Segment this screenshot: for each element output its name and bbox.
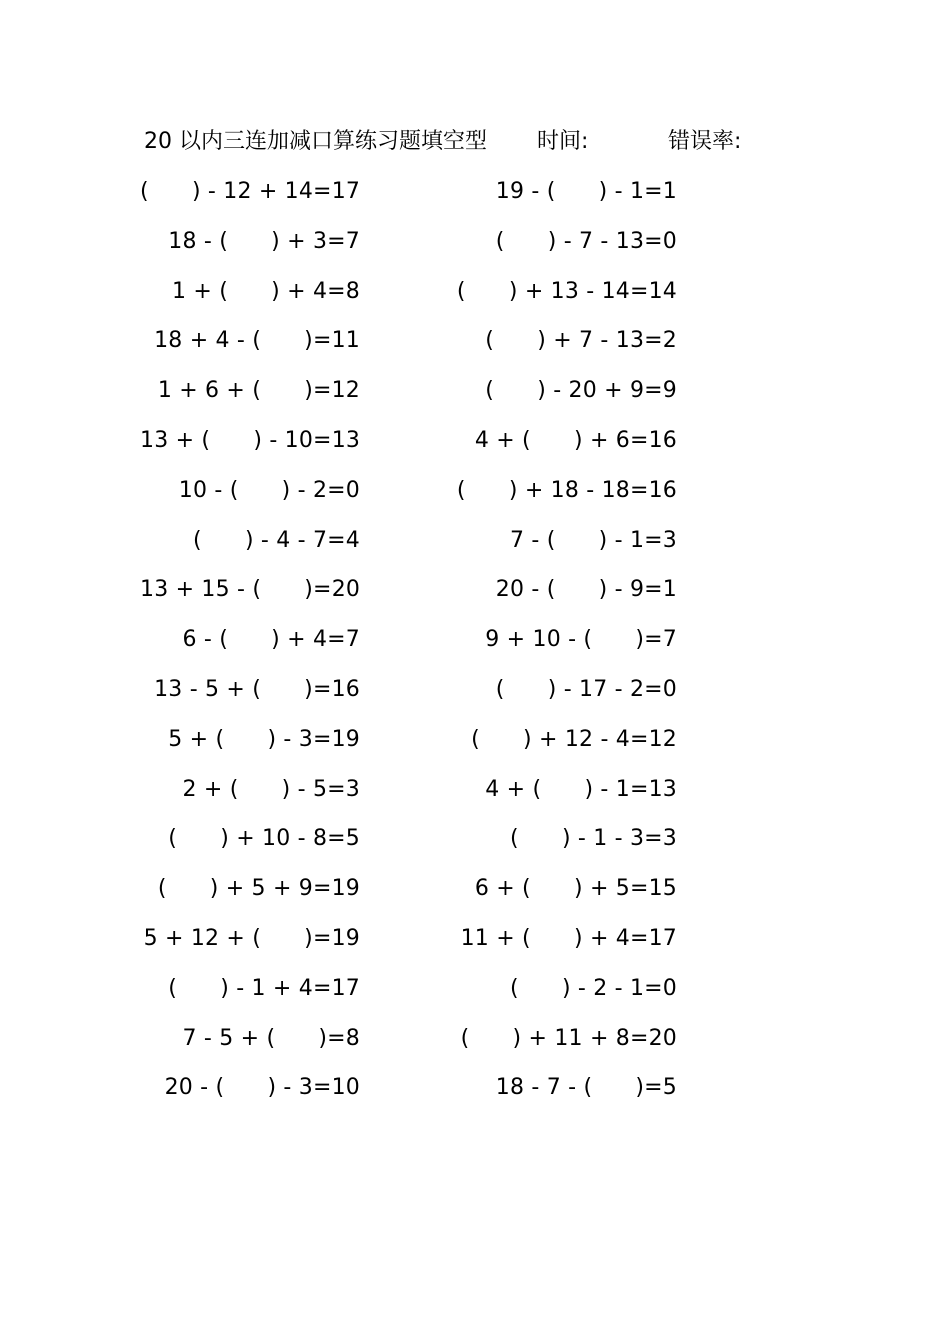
problem-item: 13 + ( ) - 10=13	[140, 427, 361, 453]
problem-item: ( ) + 11 + 8=20	[460, 1025, 677, 1051]
problem-item: ( ) + 12 - 4=12	[471, 726, 677, 752]
problem-item: ( ) + 5 + 9=19	[157, 876, 360, 902]
problem-item: 18 - 7 - ( )=5	[495, 1075, 677, 1101]
problem-item: 4 + ( ) - 1=13	[485, 776, 677, 802]
problem-item: ( ) - 17 - 2=0	[495, 676, 677, 702]
problem-item: 5 + ( ) - 3=19	[168, 726, 360, 752]
problem-item: 18 - ( ) + 3=7	[168, 228, 360, 254]
time-label: 时间:	[537, 129, 589, 154]
problem-item: ( ) - 2 - 1=0	[510, 975, 677, 1001]
problem-item: ( ) - 1 - 3=3	[510, 826, 677, 852]
problem-item: 6 + ( ) + 5=15	[474, 876, 677, 902]
problem-item: ( ) + 13 - 14=14	[456, 278, 677, 304]
problem-item: 20 - ( ) - 9=1	[495, 577, 677, 603]
problem-column-right	[455, 175, 677, 1121]
problem-item: 1 + ( ) + 4=8	[172, 278, 360, 304]
error-rate-label: 错误率:	[668, 129, 742, 154]
problem-item: ( ) - 4 - 7=4	[193, 527, 360, 553]
problem-item: 7 - ( ) - 1=3	[510, 527, 677, 553]
problem-item: ( ) - 12 + 14=17	[140, 179, 361, 204]
problem-item: 20 - ( ) - 3=10	[164, 1075, 360, 1101]
problem-item: 13 + 15 - ( )=20	[140, 577, 361, 603]
problem-item: 7 - 5 + ( )=8	[182, 1025, 360, 1051]
page-title: 20 以内三连加减口算练习题填空型	[144, 129, 487, 154]
problem-item: ( ) - 7 - 13=0	[495, 228, 677, 254]
problem-item: 19 - ( ) - 1=1	[495, 179, 677, 204]
problem-item: 13 - 5 + ( )=16	[154, 676, 360, 702]
problem-item: 2 + ( ) - 5=3	[182, 776, 360, 802]
problem-item: 1 + 6 + ( )=12	[157, 378, 360, 404]
problem-item: 5 + 12 + ( )=19	[143, 925, 360, 951]
problem-item: ( ) + 10 - 8=5	[168, 826, 360, 852]
worksheet-header	[144, 126, 824, 158]
problem-item: ( ) + 7 - 13=2	[485, 328, 677, 354]
problem-item: 4 + ( ) + 6=16	[474, 427, 677, 453]
problem-column-left	[140, 175, 360, 1121]
problem-item: 9 + 10 - ( )=7	[485, 627, 677, 653]
problem-item: 11 + ( ) + 4=17	[460, 925, 677, 951]
problem-item: ( ) - 20 + 9=9	[485, 378, 677, 404]
problem-item: ( ) + 18 - 18=16	[456, 477, 677, 503]
problem-item: 18 + 4 - ( )=11	[154, 328, 360, 354]
problem-item: 6 - ( ) + 4=7	[182, 627, 360, 653]
problem-item: 10 - ( ) - 2=0	[178, 477, 360, 503]
problem-item: ( ) - 1 + 4=17	[168, 975, 360, 1001]
